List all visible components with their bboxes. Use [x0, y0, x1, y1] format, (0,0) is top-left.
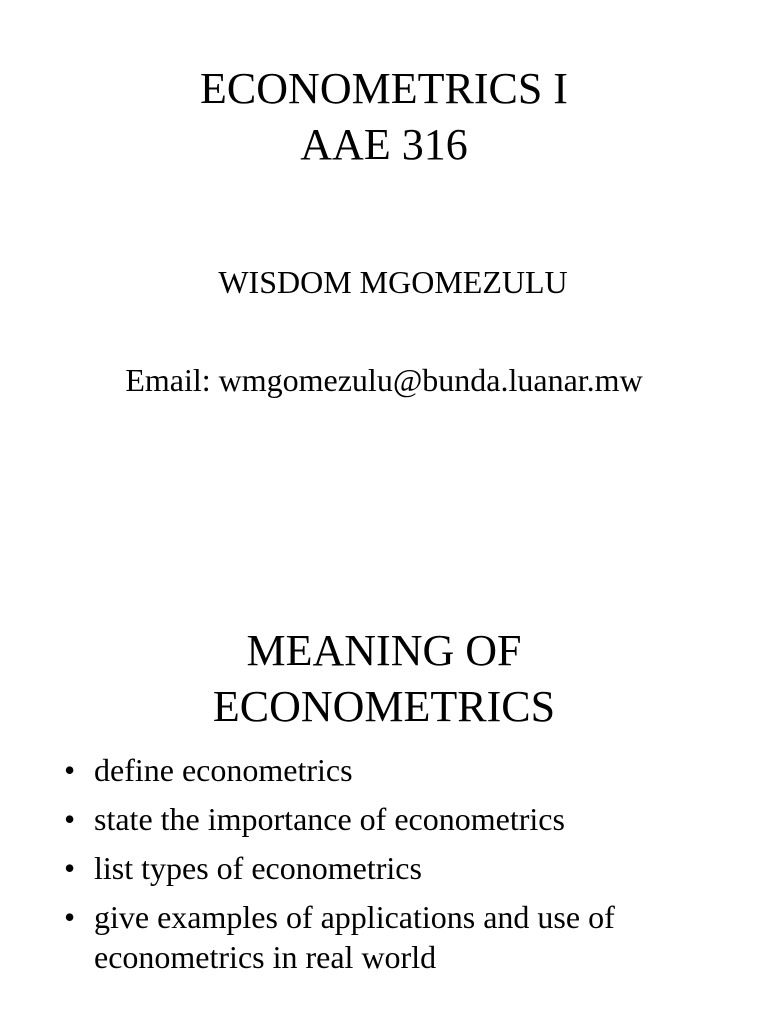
bullet-text: state the importance of econometrics — [94, 801, 565, 837]
bullet-item — [64, 897, 704, 977]
bullet-icon: • — [64, 801, 76, 837]
course-title: ECONOMETRICS I — [200, 64, 568, 113]
bullet-icon: • — [64, 752, 76, 788]
bullet-item — [64, 799, 704, 839]
course-code: AAE 316 — [300, 120, 468, 169]
author-name: WISDOM MGOMEZULU — [218, 264, 568, 300]
bullet-text: define econometrics — [94, 752, 353, 788]
bullet-text: give examples of applications and use of econometrics in real world — [94, 899, 615, 975]
email-address: wmgomezulu@bunda.luanar.mw — [218, 362, 643, 398]
bullet-item — [64, 848, 704, 888]
slide-title-line-1: MEANING OF — [246, 626, 522, 675]
bullet-icon: • — [64, 899, 76, 935]
bullet-text: list types of econometrics — [94, 850, 422, 886]
email-line — [0, 360, 768, 400]
bullet-list — [64, 750, 704, 986]
bullet-icon: • — [64, 850, 76, 886]
email-label: Email: — [125, 362, 211, 398]
author-block — [0, 262, 768, 302]
bullet-item — [64, 750, 704, 790]
content-slide — [0, 512, 768, 1024]
slide-title-line-2: ECONOMETRICS — [212, 682, 556, 731]
